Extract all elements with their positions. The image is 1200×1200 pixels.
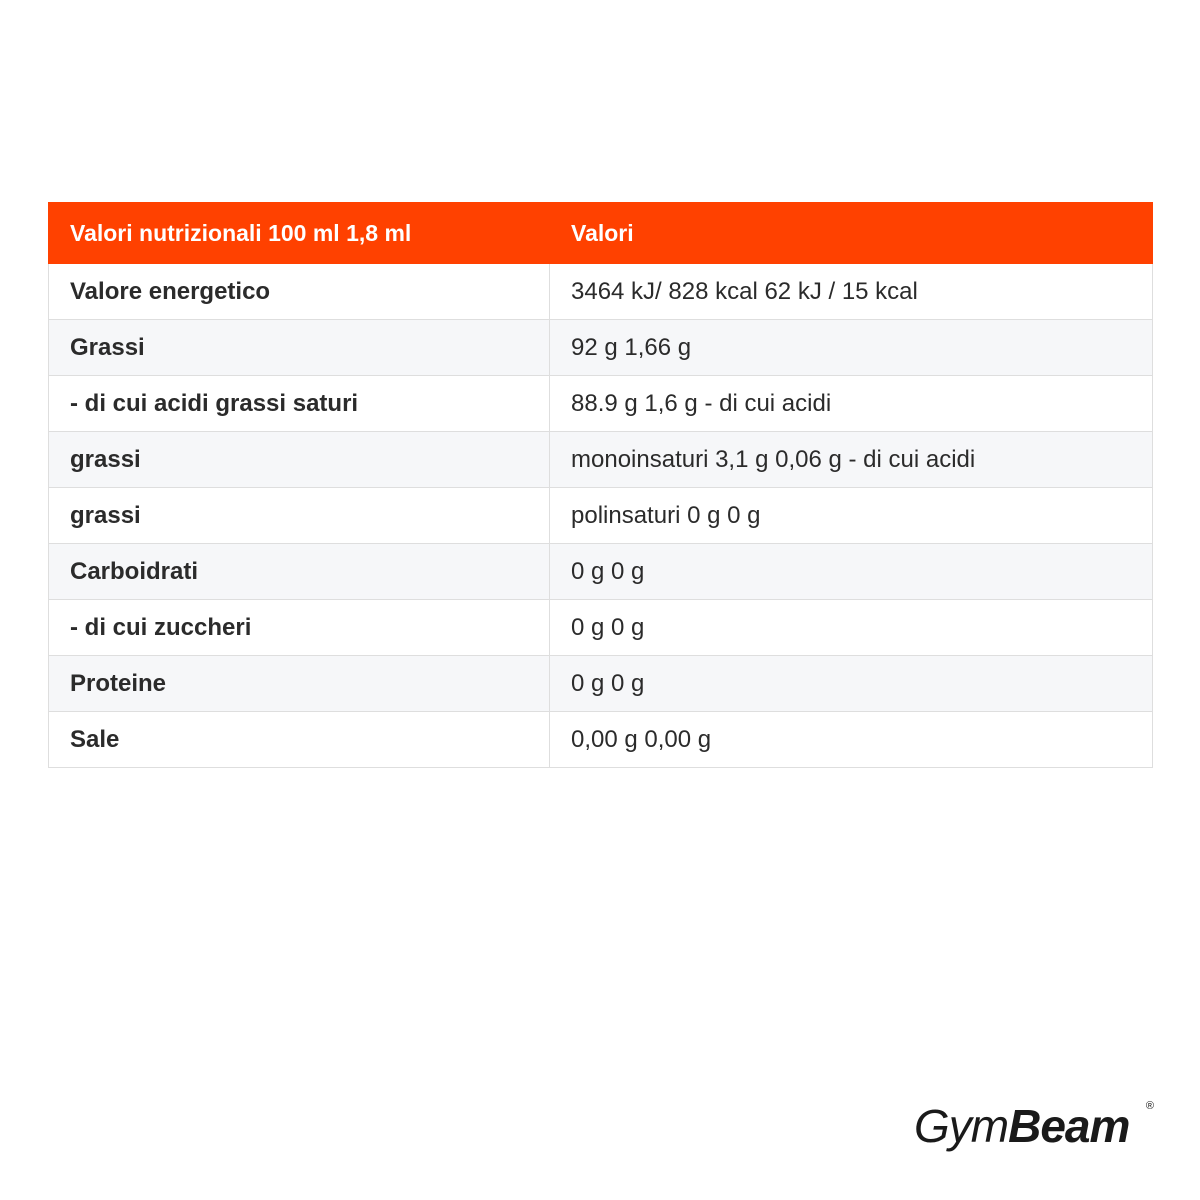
row-value: 0 g 0 g [550,544,1153,600]
row-value: 3464 kJ/ 828 kcal 62 kJ / 15 kcal [550,264,1153,320]
table-row [49,320,1153,376]
row-label: Proteine [49,656,550,712]
row-label: Valore energetico [49,264,550,320]
nutrition-table [48,202,1153,768]
table-row [49,264,1153,320]
row-label: Sale [49,712,550,768]
row-label: Carboidrati [49,544,550,600]
row-label: grassi [49,488,550,544]
row-value: 88.9 g 1,6 g - di cui acidi [550,376,1153,432]
row-label: - di cui zuccheri [49,600,550,656]
table-row [49,544,1153,600]
row-value: 0,00 g 0,00 g [550,712,1153,768]
gymbeam-logo [914,1098,1154,1154]
table-row [49,656,1153,712]
logo-text-gym: Gym [914,1100,1009,1152]
registered-mark: ® [1145,1100,1154,1112]
row-label: - di cui acidi grassi saturi [49,376,550,432]
row-value: 92 g 1,66 g [550,320,1153,376]
row-value: monoinsaturi 3,1 g 0,06 g - di cui acidi [550,432,1153,488]
logo-text-beam: Beam [1008,1100,1130,1152]
table-row [49,432,1153,488]
table-row [49,712,1153,768]
table-header-row [49,203,1153,264]
column-header-values: Valori [550,203,1153,264]
row-label: Grassi [49,320,550,376]
row-value: 0 g 0 g [550,656,1153,712]
row-label: grassi [49,432,550,488]
table-row [49,376,1153,432]
row-value: polinsaturi 0 g 0 g [550,488,1153,544]
table-row [49,600,1153,656]
column-header-nutrients: Valori nutrizionali 100 ml 1,8 ml [49,203,550,264]
row-value: 0 g 0 g [550,600,1153,656]
table-row [49,488,1153,544]
